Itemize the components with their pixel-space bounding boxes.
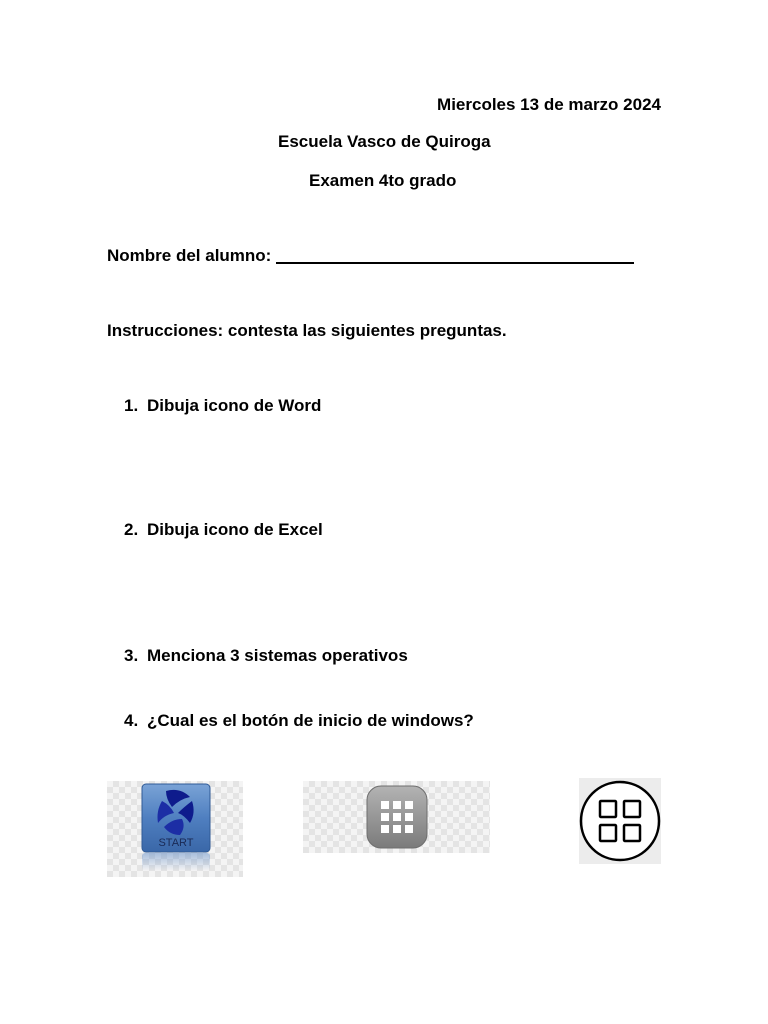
four-squares-circle-icon xyxy=(579,778,661,864)
question-number: 3. xyxy=(124,646,139,665)
question-text: Menciona 3 sistemas operativos xyxy=(147,646,408,665)
school-name: Escuela Vasco de Quiroga xyxy=(278,132,491,151)
question-3 xyxy=(124,645,408,667)
question-text: Dibuja icono de Excel xyxy=(147,520,323,539)
windows-start-button-icon xyxy=(107,781,243,877)
windows-start-button-option xyxy=(107,781,243,877)
question-text: ¿Cual es el botón de inicio de windows? xyxy=(147,711,474,730)
question-number: 4. xyxy=(124,711,139,730)
question-4 xyxy=(124,710,474,732)
question-number: 2. xyxy=(124,520,139,539)
instructions-text: Instrucciones: contesta las siguientes preguntas. xyxy=(107,321,507,340)
app-grid-icon xyxy=(303,781,490,853)
exam-date: Miercoles 13 de marzo 2024 xyxy=(437,95,661,114)
question-number: 1. xyxy=(124,396,139,415)
start-label: START xyxy=(158,837,194,849)
student-name-blank[interactable] xyxy=(276,245,634,264)
exam-title: Examen 4to grado xyxy=(309,171,457,190)
app-grid-button-option xyxy=(303,781,490,853)
question-1 xyxy=(124,395,321,417)
four-squares-button-option xyxy=(579,778,661,864)
student-name-label: Nombre del alumno: xyxy=(107,246,272,265)
student-name-row xyxy=(107,245,634,267)
question-2 xyxy=(124,519,323,541)
question-text: Dibuja icono de Word xyxy=(147,396,322,415)
